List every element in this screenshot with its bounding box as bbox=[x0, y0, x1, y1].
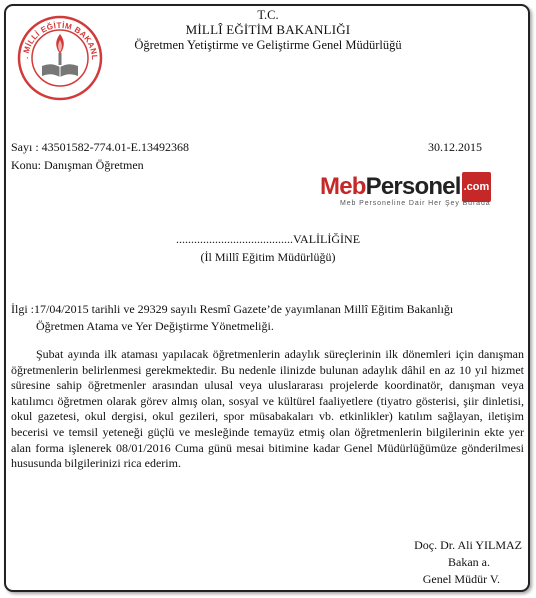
mebpersonel-watermark bbox=[320, 172, 532, 212]
reference-block bbox=[11, 301, 516, 335]
document-subject: Konu: Danışman Öğretmen bbox=[11, 158, 144, 172]
signatory-role-1: Bakan a. bbox=[448, 555, 490, 569]
header-ministry: MİLLÎ EĞİTİM BAKANLIĞI bbox=[185, 22, 351, 37]
header-tc: T.C. bbox=[257, 8, 279, 22]
document-date: 30.12.2015 bbox=[428, 140, 482, 154]
brand-part-2: Personel bbox=[365, 173, 461, 200]
header-directorate: Öğretmen Yetiştirme ve Geliştirme Genel Müdürlüğü bbox=[134, 38, 402, 52]
seal-ring-text: . MİLLİ EĞİTİM BAKANL bbox=[21, 20, 100, 61]
addressee-subline: (İl Millî Eğitim Müdürlüğü) bbox=[200, 250, 336, 264]
addressee-line: .......................................VALİLİĞİNE bbox=[175, 232, 361, 246]
brand-logo bbox=[320, 172, 532, 202]
document-number: Sayı : 43501582-774.01-E.13492368 bbox=[11, 140, 189, 154]
brand-tagline: Meb Personeline Dair Her Şey Burada bbox=[340, 200, 491, 207]
reference-line-1: İlgi :17/04/2015 tarihli ve 29329 sayılı Resmî Gazete’de yayımlanan Millî Eğitim Bakanlığı bbox=[11, 302, 454, 316]
letter-body: Şubat ayında ilk ataması yapılacak öğretmenlerin adaylık süreçlerinin ilk dönemleri için danışman öğretmenlerin belirlenmesi gerekmektedir. Bu nedenle ilinizde bulunan adaylık dâhil en az 10 yıl hizmet süresine sahip öğretmenler arasından ulusal veya uluslararası projelerde koordinatör, danışman veya katılımcı öğretmen olarak görev almış olan, sosyal ve kültürel faaliyetlere (tiyatro gösterisi, şiir dinletisi, okul gazetesi, okul dergisi, okul gezileri, spor müsabakaları vb. etkinlikler) katılım sağlayan, iletişim becerisi ve temsil yeteneği güçlü ve mesleğinde temayüz etmiş olan öğretmenlerin bilgilerinin ekte yer alan forma işlenerek 08/01/2016 Cuma günü mesai bitimine kadar Genel Müdürlüğümüze gönderilmesi hususunda bilgilerinizi rica ederim. bbox=[11, 347, 524, 471]
brand-part-1: Meb bbox=[320, 173, 366, 200]
reference-line-2: Öğretmen Atama ve Yer Değiştirme Yönetmeliği. bbox=[36, 319, 274, 333]
brand-tld-badge: .com bbox=[462, 172, 492, 202]
signatory-name: Doç. Dr. Ali YILMAZ bbox=[414, 538, 522, 552]
signatory-role-2: Genel Müdür V. bbox=[422, 572, 500, 586]
